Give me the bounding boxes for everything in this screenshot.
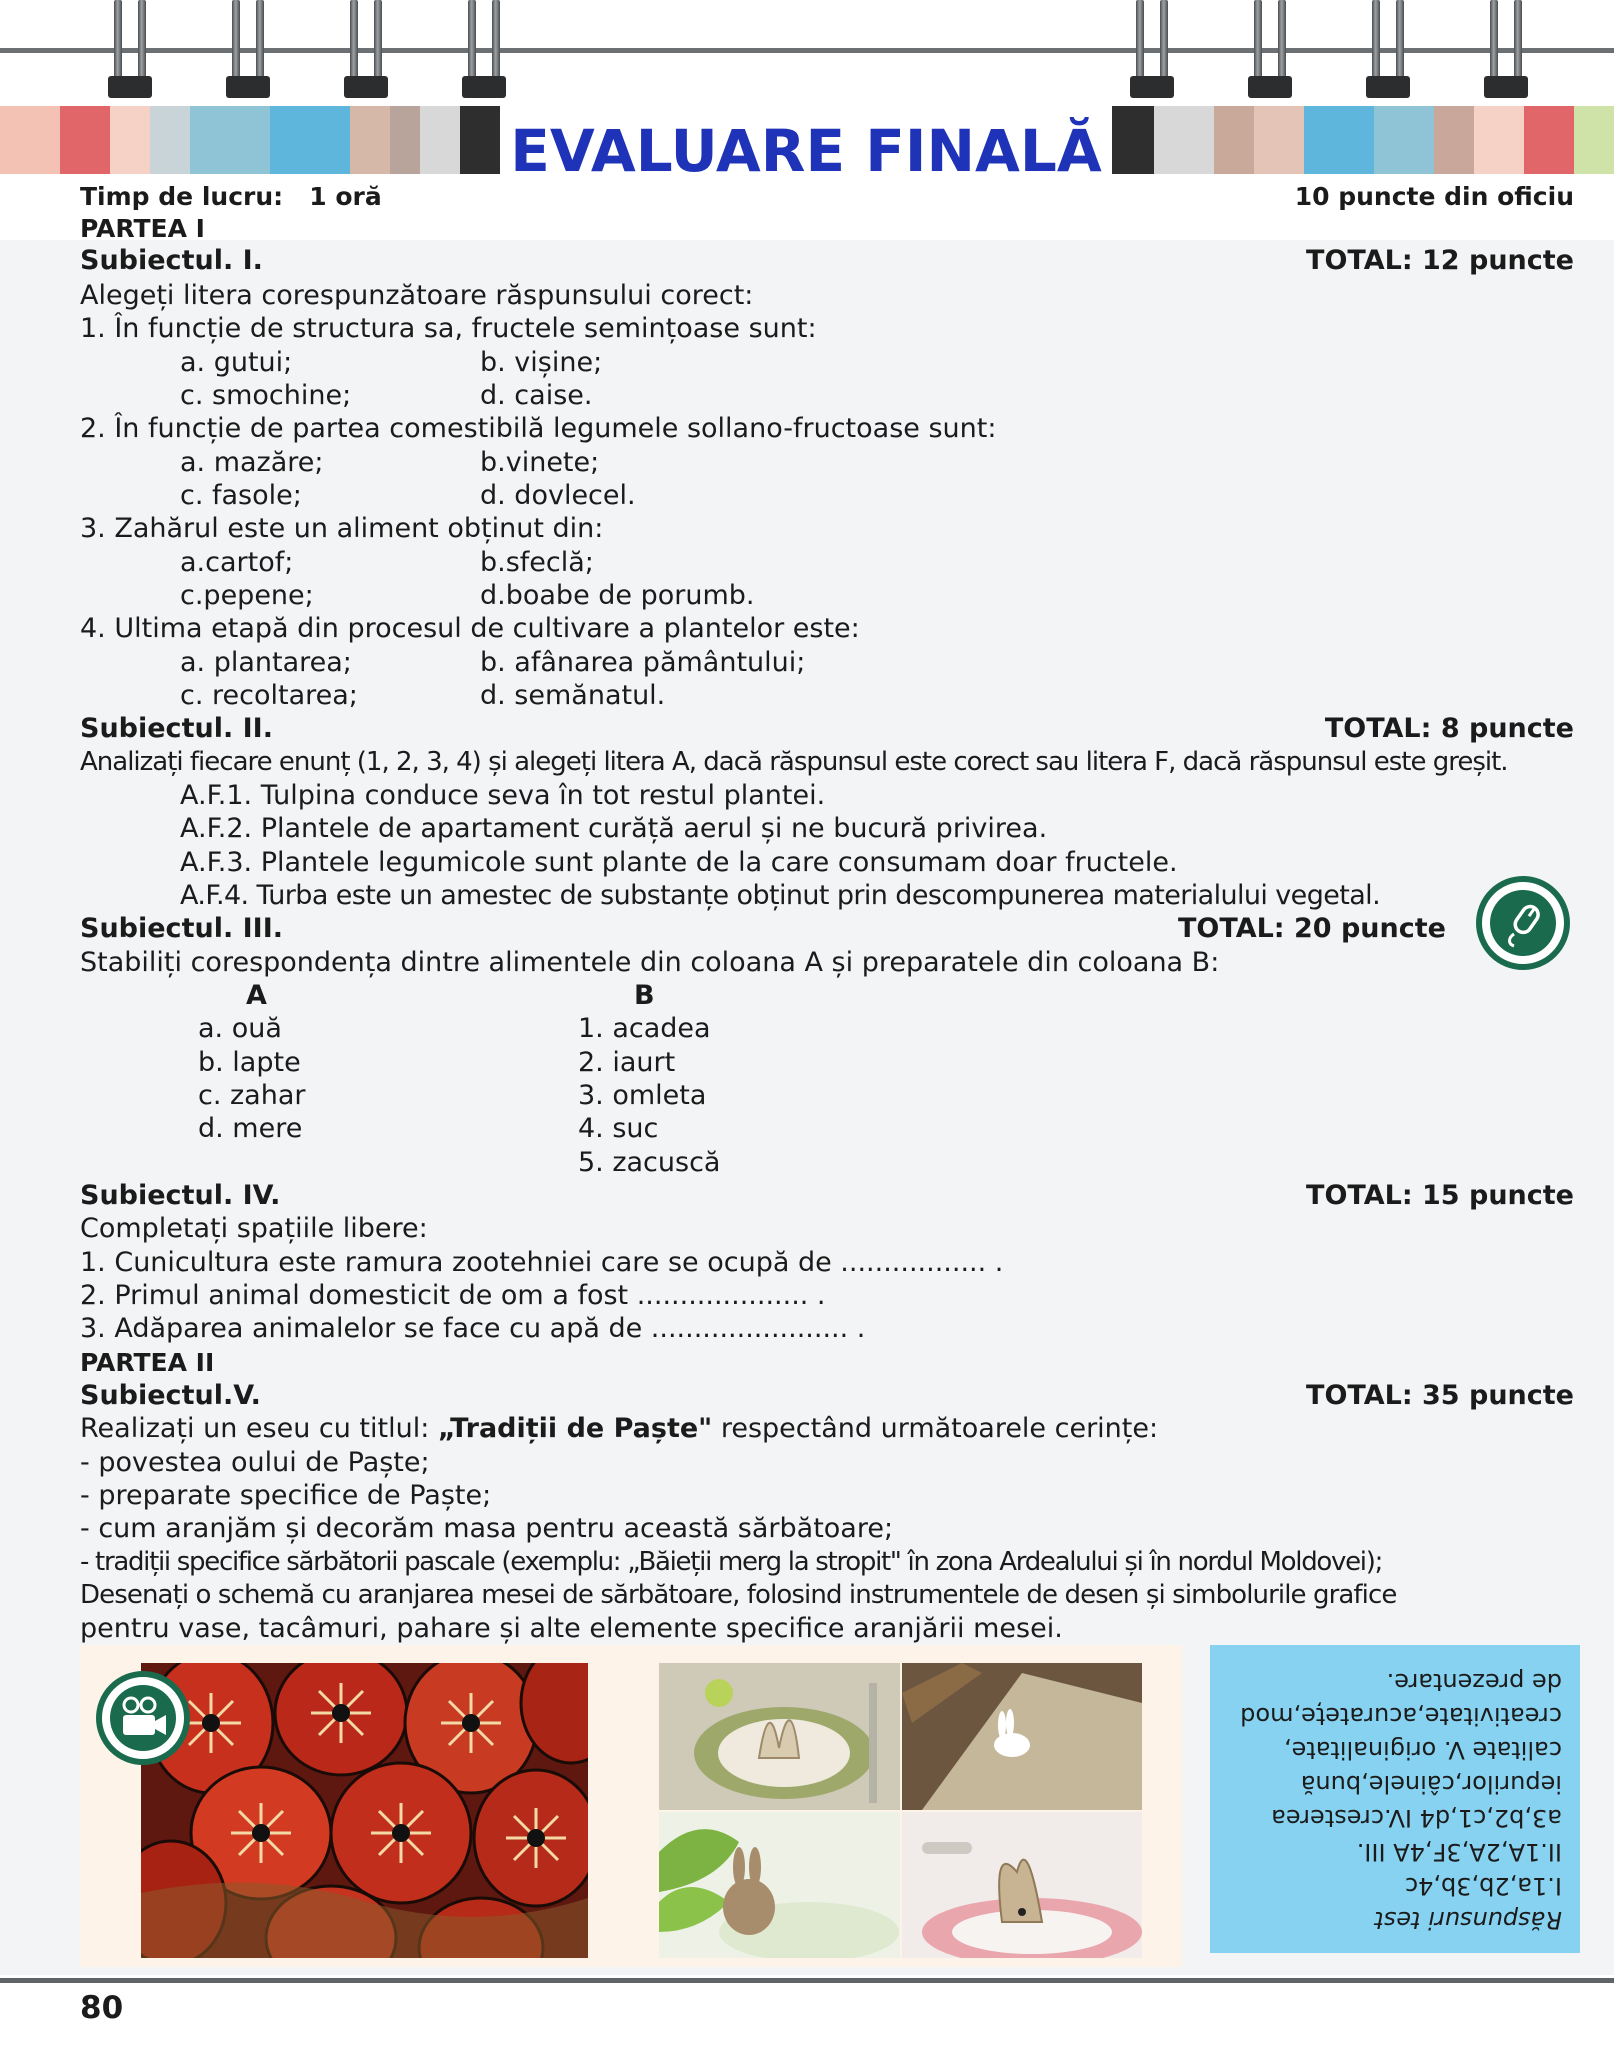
subject-1-total: TOTAL: 12 puncte [1306,245,1574,276]
column-a-item: d. mere [198,1113,303,1144]
footer-rule [0,1978,1614,1983]
column-a-header: A [246,980,267,1011]
question-3: 3. Zahărul este un aliment obținut din: [80,513,604,544]
subject-4-total: TOTAL: 15 puncte [1306,1180,1574,1211]
time-value: 1 oră [309,182,382,211]
essay-requirement: - preparate specifice de Paște; [80,1480,492,1511]
statement-2: A.F.2. Plantele de apartament curăță aerul și ne bucură privirea. [180,813,1048,844]
option-1d: d. caise. [480,380,593,411]
subject-4-title: Subiectul. IV. [80,1180,281,1211]
subject-1-instruction: Alegeți litera corespunzătoare răspunsului corect: [80,280,754,311]
answer-line: de prezentare. [1386,1668,1562,1696]
subject-2-title: Subiectul. II. [80,713,273,744]
mouse-icon [1490,890,1556,956]
option-1c: c. smochine; [180,380,352,411]
option-4a: a. plantarea; [180,647,352,678]
subject-3-title: Subiectul. III. [80,913,284,944]
bunny-greens-image [659,1812,900,1958]
column-b-header: B [634,980,655,1011]
option-3b: b.sfeclă; [480,547,594,578]
binder-ring [462,0,506,98]
painted-eggs-image [141,1663,588,1958]
video-badge [96,1671,190,1765]
table-setting-photo-2 [902,1663,1142,1810]
video-camera-icon [110,1685,176,1751]
part-2-label: PARTEA II [80,1348,215,1377]
subject-4-instruction: Completați spațiile libere: [80,1213,428,1244]
question-1: 1. În funcție de structura sa, fructele semințoase sunt: [80,313,817,344]
decor-banner-right [1112,106,1614,174]
fill-in-2: 2. Primul animal domesticit de om a fost .................... . [80,1280,826,1311]
column-b-item: 3. omleta [578,1080,707,1111]
option-3a: a.cartof; [180,547,294,578]
answer-line: creativitate,acuratețe,mod [1240,1702,1562,1730]
binder-ring [1248,0,1292,98]
binder-ring [1484,0,1528,98]
answers-box [1210,1645,1580,1953]
subject-2-total: TOTAL: 8 puncte [1324,713,1574,744]
subject-3-instruction: Stabiliți corespondența dintre alimentele din coloana A și preparatele din coloana B: [80,947,1220,978]
essay-requirement: - tradiții specifice sărbătorii pascale (exemplu: „Băieții merg la stropit" în zona Ardealului și în nordul Moldovei); [80,1547,1383,1577]
mouse-badge [1476,876,1570,970]
option-3c: c.pepene; [180,580,314,611]
binder-ring [1130,0,1174,98]
table-setting-photo-3 [659,1812,900,1958]
column-b-item: 2. iaurt [578,1047,676,1078]
binder-ring [226,0,270,98]
binder-ring [344,0,388,98]
option-3d: d.boabe de porumb. [480,580,755,611]
page-title: EVALUARE FINALĂ [510,117,1102,185]
essay-intro-before: Realizați un eseu cu titlul: [80,1413,438,1444]
time-line [80,180,382,213]
table-setting-photo-4 [902,1812,1142,1958]
fill-in-1: 1. Cunicultura este ramura zootehniei care se ocupă de ................. . [80,1247,1004,1278]
subject-5-title: Subiectul.V. [80,1380,261,1411]
option-1a: a. gutui; [180,347,293,378]
answers-heading: Răspunsuri test [1374,1906,1562,1934]
subject-5-total: TOTAL: 35 puncte [1306,1380,1574,1411]
essay-instruction [80,1412,1158,1445]
time-label: Timp de lucru: [80,182,284,211]
statement-3: A.F.3. Plantele legumicole sunt plante de la care consumam doar fructele. [180,847,1178,878]
drawing-task: Desenați o schemă cu aranjarea mesei de sărbătoare, folosind instrumentele de desen și simbolurile grafice [80,1580,1397,1610]
official-points: 10 puncte din oficiu [1294,182,1574,211]
essay-requirement: - povestea oului de Paște; [80,1447,430,1478]
answer-line: II.1A,2A,3F,4A III. [1356,1838,1562,1866]
option-4b: b. afânarea pământului; [480,647,806,678]
option-1b: b. vișine; [480,347,603,378]
napkin-bunny-image [659,1663,900,1810]
column-a-item: a. ouă [198,1013,282,1044]
option-4d: d. semănatul. [480,680,666,711]
option-2b: b.vinete; [480,447,600,478]
decor-banner-left [0,106,500,174]
essay-title: „Tradiții de Paște" [437,1413,713,1444]
option-2a: a. mazăre; [180,447,324,478]
easter-eggs-photo [141,1663,588,1958]
binder-ring [108,0,152,98]
answer-line: I.1a,2b,3b,4c [1404,1872,1562,1900]
napkin-rabbit-image [902,1663,1142,1810]
bunny-ears-napkin-image [902,1812,1142,1958]
part-1-label: PARTEA I [80,214,205,243]
question-2: 2. În funcție de partea comestibilă legumele sollano-fructoase sunt: [80,413,997,444]
column-b-item: 1. acadea [578,1013,711,1044]
column-a-item: c. zahar [198,1080,306,1111]
answer-line: calitate V. originalitate, [1283,1736,1562,1764]
option-2d: d. dovlecel. [480,480,636,511]
answer-line: iepurilor,câinele,bună [1300,1770,1562,1798]
column-b-item: 5. zacuscă [578,1147,721,1178]
statement-1: A.F.1. Tulpina conduce seva în tot restul plantei. [180,780,826,811]
option-4c: c. recoltarea; [180,680,358,711]
binder-ring [1366,0,1410,98]
column-b-item: 4. suc [578,1113,659,1144]
table-setting-photo-1 [659,1663,900,1810]
subject-3-total: TOTAL: 20 puncte [1178,913,1446,944]
page-number: 80 [80,1990,124,2026]
essay-intro-after: respectând următoarele cerințe: [712,1413,1159,1444]
fill-in-3: 3. Adăparea animalelor se face cu apă de ....................... . [80,1313,866,1344]
column-a-item: b. lapte [198,1047,301,1078]
question-4: 4. Ultima etapă din procesul de cultivare a plantelor este: [80,613,860,644]
option-2c: c. fasole; [180,480,302,511]
answer-line: a3,b2,c1,d4 IV.cresterea [1271,1804,1562,1832]
essay-requirement: - cum aranjăm și decorăm masa pentru această sărbătoare; [80,1513,894,1544]
subject-2-instruction: Analizați fiecare enunț (1, 2, 3, 4) și alegeți litera A, dacă răspunsul este corect sau litera F, dacă răspunsul este greșit. [80,747,1508,777]
subject-1-title: Subiectul. I. [80,245,263,276]
statement-4: A.F.4. Turba este un amestec de substanțe obținut prin descompunerea materialului vegetal. [180,880,1381,911]
drawing-task: pentru vase, tacâmuri, pahare și alte elemente specifice aranjării mesei. [80,1613,1063,1644]
